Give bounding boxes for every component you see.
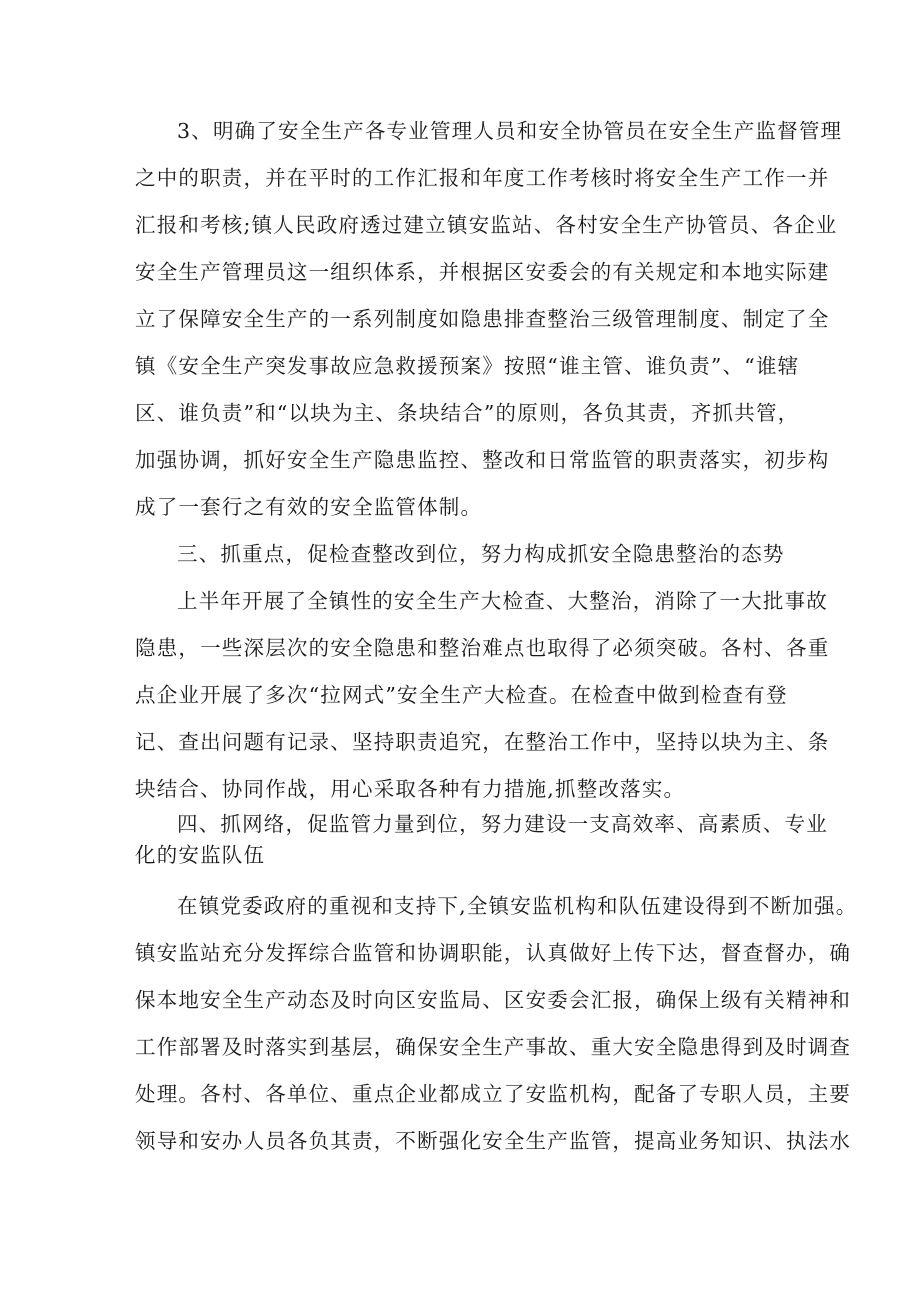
paragraph-3-line-1: 上半年开展了全镇性的安全生产大检查、大整治，消除了一大批事故 [177,589,828,613]
paragraph-3-line-2: 隐患，一些深层次的安全隐患和整治难点也取得了必须突破。各村、各重 [135,636,830,660]
paragraph-3-line-4: 记、查出问题有记录、坚持职责追究，在整治工作中，坚持以块为主、条 [135,730,830,754]
paragraph-1-line-8: 加强协调，抓好安全生产隐患监控、整改和日常监管的职责落实，初步构 [135,448,830,472]
section-heading-3: 三、抓重点，促检查整改到位，努力构成抓安全隐患整治的态势 [177,542,785,566]
paragraph-5-line-2: 镇安监站充分发挥综合监管和协调职能，认真做好上传下达，督查督办，确 [135,941,852,965]
paragraph-3-line-5: 块结合、协同作战，用心采取各种有力措施,抓整改落实。 [135,777,686,801]
section-heading-4-line-1: 四、抓网络，促监管力量到位，努力建设一支高效率、高素质、专业 [177,812,828,836]
paragraph-1-line-3: 汇报和考核;镇人民政府透过建立镇安监站、各村安全生产协管员、各企业 [135,213,838,237]
paragraph-5-line-5: 处理。各村、各单位、重点企业都成立了安监机构，配备了专职人员，主要 [135,1082,852,1106]
paragraph-3-line-3: 点企业开展了多次“拉网式”安全生产大检查。在检查中做到检查有登 [135,683,788,707]
paragraph-1-line-6: 镇《安全生产突发事故应急救援预案》按照“谁主管、谁负责”、“谁辖 [135,354,800,378]
paragraph-5-line-3: 保本地安全生产动态及时向区安监局、区安委会汇报，确保上级有关精神和 [135,988,852,1012]
paragraph-1-line-9: 成了一套行之有效的安全监管体制。 [135,495,483,519]
paragraph-1-line-4: 安全生产管理员这一组织体系，并根据区安委会的有关规定和本地实际建 [135,260,830,284]
paragraph-1-line-1: 3、明确了安全生产各专业管理人员和安全协管员在安全生产监督管理 [177,119,843,143]
paragraph-1-line-2: 之中的职责，并在平时的工作汇报和年度工作考核时将安全生产工作一并 [135,166,830,190]
paragraph-5-line-6: 领导和安办人员各负其责，不断强化安全生产监管，提高业务知识、执法水 [135,1129,852,1153]
paragraph-5-line-1: 在镇党委政府的重视和支持下,全镇安监机构和队伍建设得到不断加强。 [177,894,858,918]
paragraph-1-line-5: 立了保障安全生产的一系列制度如隐患排查整治三级管理制度、制定了全 [135,307,830,331]
section-heading-4-line-2: 化的安监队伍 [135,843,266,867]
paragraph-5-line-4: 工作部署及时落实到基层，确保安全生产事故、重大安全隐患得到及时调查 [135,1035,852,1059]
paragraph-1-line-7: 区、谁负责”和“以块为主、条块结合”的原则，各负其责，齐抓共管， [135,401,800,425]
